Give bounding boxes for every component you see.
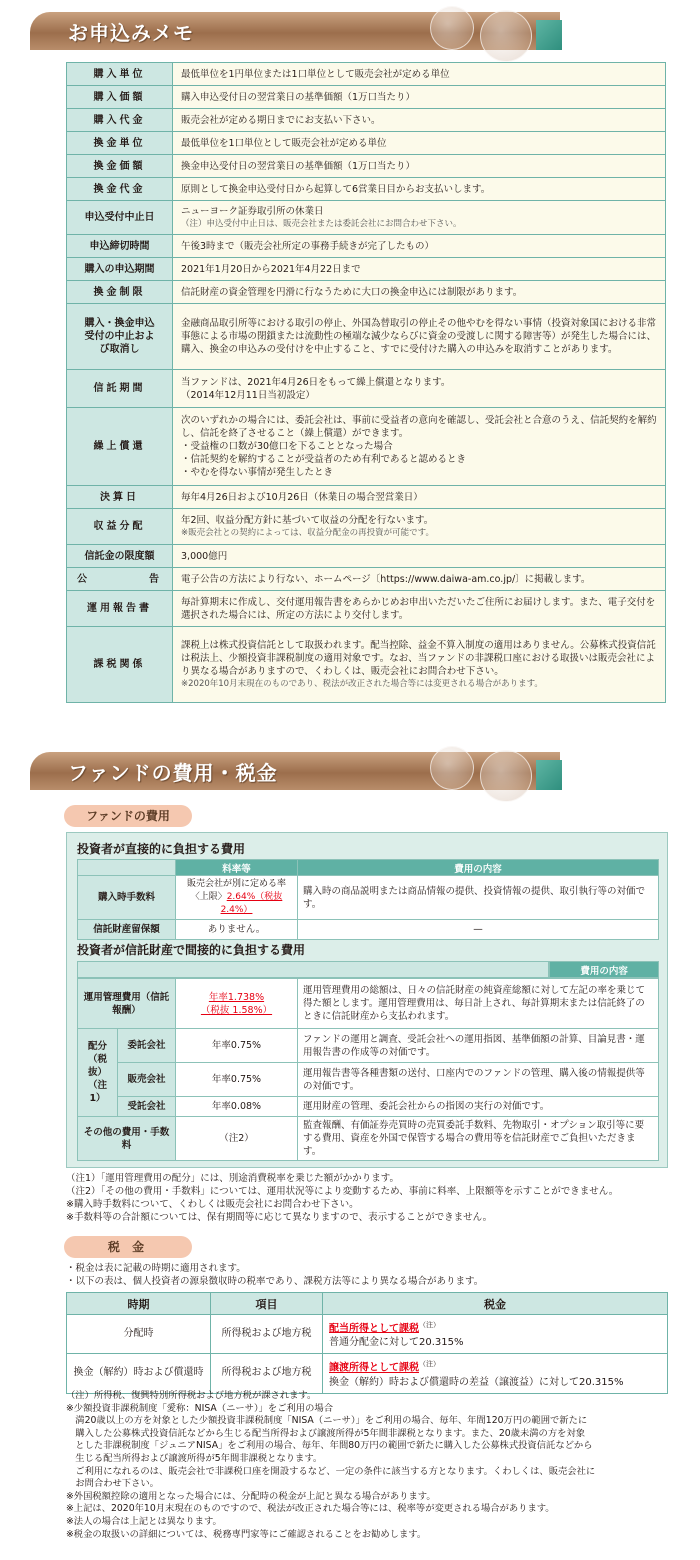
fund-fees-pill: ファンドの費用 (64, 805, 192, 827)
value-line: ・信託契約を解約することが受益者のため有利であると認めるとき (181, 454, 467, 465)
header-content: 費用の内容 (550, 962, 659, 978)
table-row (78, 1063, 659, 1097)
split-rate: 年率0.75% (176, 1063, 298, 1097)
indirect-fees-table (77, 961, 659, 978)
table-header-row (78, 962, 659, 978)
intro-line: ・税金は表に記載の時期に適用されます。 (66, 1263, 246, 1274)
row-label: 換金代金 (67, 178, 173, 201)
indirect-fees-body (77, 978, 659, 1161)
table-row (67, 591, 666, 627)
row-value (173, 370, 666, 408)
split-name: 委託会社 (118, 1029, 176, 1063)
split-content: 運用財産の管理、委託会社からの指図の実行の対価です。 (298, 1097, 659, 1117)
teal-accent-block (536, 20, 562, 50)
rate-line: 年率1.738% (208, 991, 265, 1003)
row-label: 申込締切時間 (67, 235, 173, 258)
row-label: 信託財産留保額 (78, 920, 176, 940)
direct-fees-table (77, 859, 659, 940)
indirect-fees-heading: 投資者が信託財産で間接的に負担する費用 (77, 943, 306, 957)
table-row (67, 235, 666, 258)
note-line: （注）所得税、復興特別所得税および地方税が課されます。 (66, 1390, 317, 1401)
rate-line (181, 891, 292, 917)
row-label: その他の費用・手数料 (78, 1117, 176, 1161)
table-header-row (78, 860, 659, 876)
tax-line (329, 1357, 661, 1375)
header-period: 時期 (67, 1293, 211, 1315)
note-line: ※手数料等の合計額については、保有期間等に応じて異なりますので、表示することができません。 (66, 1212, 493, 1223)
rate-line: 販売会社が別に定める率 (186, 879, 286, 889)
table-row (67, 509, 666, 545)
table-row (67, 568, 666, 591)
split-rate: 年率0.75% (176, 1029, 298, 1063)
note-line: ご利用になれるのは、販売会社で非課税口座を開設するなど、一定の条件に該当する方となります。くわしくは、販売会社に (66, 1465, 596, 1477)
header-item: 項目 (211, 1293, 323, 1315)
rate-value: 2.64%（税抜2.4%） (220, 892, 283, 915)
direct-fees-heading: 投資者が直接的に負担する費用 (77, 842, 246, 856)
note-line: 購入した公募株式投資信託などから生じる配当所得および譲渡所得が5年間非課税となります。また、20歳未満の方を対象 (66, 1427, 586, 1439)
section-banner-fees-tax (30, 752, 560, 790)
table-row (67, 86, 666, 109)
row-value: 販売会社が定める期日までにお支払い下さい。 (173, 109, 666, 132)
fee-notes (66, 1172, 618, 1224)
header-content: 費用の内容 (298, 860, 659, 876)
note-line: とした非課税制度「ジュニアNISA」をご利用の場合、毎年、年間80万円の範囲で新たに購入した公募株式投資信託などから (66, 1440, 593, 1452)
split-label-line: 配分 (87, 1041, 107, 1052)
table-row (78, 1029, 659, 1063)
split-label-line: （注1） (87, 1080, 107, 1104)
note-line: ※購入時手数料について、くわしくは販売会社にお問合わせ下さい。 (66, 1199, 359, 1210)
row-rate (176, 876, 298, 920)
tax-notes (66, 1390, 595, 1541)
note-line: 生じる配当所得および譲渡所得が5年間非課税となります。 (66, 1452, 323, 1464)
table-row (67, 408, 666, 486)
row-value: 原則として換金申込受付日から起算して6営業日目からお支払いします。 (173, 178, 666, 201)
row-label: 信託期間 (67, 370, 173, 408)
table-row (67, 370, 666, 408)
table-row (67, 63, 666, 86)
row-label: 収益分配 (67, 509, 173, 545)
row-label: 運用管理費用（信託報酬） (78, 979, 176, 1029)
row-tax (323, 1354, 668, 1393)
row-label: 購入時手数料 (78, 876, 176, 920)
application-memo-table (66, 62, 666, 703)
row-label: 公告 (67, 568, 173, 591)
row-rate (176, 979, 298, 1029)
table-row (78, 1097, 659, 1117)
row-period: 換金（解約）時および償還時 (67, 1354, 211, 1393)
tax-type: 譲渡所得として課税 (329, 1362, 419, 1374)
rate-line: （税抜 1.58%） (200, 1004, 273, 1016)
teal-accent-block (536, 760, 562, 790)
table-row (67, 178, 666, 201)
value-line: 次のいずれかの場合には、委託会社は、事前に受益者の意向を確認し、受託会社と合意のうえ、信託契約を解約し、信託を終了させること（繰上償還）ができます。 (181, 415, 657, 439)
row-value: 最低単位を1口単位として販売会社が定める単位 (173, 132, 666, 155)
tax-type: 配当所得として課税 (329, 1323, 419, 1335)
row-value: 3,000億円 (173, 545, 666, 568)
globe-icon (480, 10, 532, 62)
row-label: 購入・換金申込受付の中止および取消し (67, 304, 173, 370)
globe-icon (480, 750, 532, 802)
fund-fees-box (66, 832, 668, 1168)
table-row (67, 155, 666, 178)
rate-prefix: 〈上限〉 (190, 892, 227, 902)
tax-line (329, 1318, 661, 1336)
note-line: ※外国税額控除の適用となった場合には、分配時の税金が上記と異なる場合があります。 (66, 1490, 436, 1502)
row-value: 最低単位を1円単位または1口単位として販売会社が定める単位 (173, 63, 666, 86)
row-tax (323, 1315, 668, 1354)
row-content: 購入時の商品説明または商品情報の提供、投資情報の提供、取引執行等の対価です。 (298, 876, 659, 920)
row-value: 信託財産の資金管理を円滑に行なうために大口の換金申込には制限があります。 (173, 281, 666, 304)
note-line: （注1）「運用管理費用の配分」には、別途消費税率を乗じた額がかかります。 (66, 1173, 400, 1184)
split-label-line: （税抜） (87, 1054, 107, 1078)
row-rate: ありません。 (176, 920, 298, 940)
table-row (78, 1117, 659, 1161)
tax-detail: 普通分配金に対して20.315% (329, 1337, 464, 1349)
row-value: 金融商品取引所等における取引の停止、外国為替取引の停止その他やむを得ない事情（投資対象国における非常事態による市場の閉鎖または流動性の極端な減少ならびに資金の受渡しに関する障害等）が発生した場合には、購入、換金の申込みの受付けを中止すること、すでに受付けた購入の申込みを取消すことがあります。 (173, 304, 666, 370)
table-row (67, 258, 666, 281)
note-line: ※法人の場合は上記とは異なります。 (66, 1515, 222, 1527)
tax-sup: （注） (419, 1360, 440, 1369)
row-label: 信託金の限度額 (67, 545, 173, 568)
value-line: （2014年12月11日当初設定） (181, 389, 315, 401)
value-line: ・受益権の口数が30億口を下ることとなった場合 (181, 441, 393, 452)
value-line: 課税上は株式投資信託として取扱われます。配当控除、益金不算入制度の適用はありません。公募株式投資信託は税法上、少額投資非課税制度の適用対象です。なお、当ファンドの非課税口座における取扱いは販売会社により異なる場合がありますので、くわしくは、販売会社にお問合わせ下さい。 (181, 639, 656, 677)
row-label: 換金単位 (67, 132, 173, 155)
row-label: 換金制限 (67, 281, 173, 304)
split-label (78, 1029, 118, 1117)
tax-intro (66, 1262, 483, 1288)
row-period: 分配時 (67, 1315, 211, 1354)
row-value (173, 627, 666, 703)
row-value: 午後3時まで（販売会社所定の事務手続きが完了したもの） (173, 235, 666, 258)
header-rate: 料率等 (176, 860, 298, 876)
tax-detail: 換金（解約）時および償還時の差益（譲渡益）に対して20.315% (329, 1376, 624, 1388)
row-label: 申込受付中止日 (67, 201, 173, 235)
split-rate: 年率0.08% (176, 1097, 298, 1117)
row-label: 決算日 (67, 486, 173, 509)
intro-line: ・以下の表は、個人投資者の源泉徴収時の税率であり、課税方法等により異なる場合があります。 (66, 1276, 484, 1287)
table-row (67, 281, 666, 304)
row-value: 毎年4月26日および10月26日（休業日の場合翌営業日） (173, 486, 666, 509)
globe-icon (430, 6, 474, 50)
row-rate: （注2） (176, 1117, 298, 1161)
value-line: ニューヨーク証券取引所の休業日 (181, 205, 324, 217)
row-content: 運用管理費用の総額は、日々の信託財産の純資産総額に対して左記の率を乗じて得た額とします。運用管理費用は、毎日計上され、毎計算期末または信託終了のときに信託財産から支払われます。 (298, 979, 659, 1029)
table-row (67, 109, 666, 132)
value-note: ※販売会社との契約によっては、収益分配金の再投資が可能です。 (181, 527, 434, 538)
table-header-row (67, 1293, 668, 1315)
header-tax: 税金 (323, 1293, 668, 1315)
table-row (78, 979, 659, 1029)
globe-icon (430, 746, 474, 790)
row-item: 所得税および地方税 (211, 1315, 323, 1354)
table-row (78, 876, 659, 920)
value-line: 年2回、収益分配方針に基づいて収益の分配を行ないます。 (181, 514, 434, 526)
row-value: 毎計算期末に作成し、交付運用報告書をあらかじめお申出いただいたご住所にお届けします。また、電子交付を選択された場合には、所定の方法により交付します。 (173, 591, 666, 627)
note-line: ※少額投資非課税制度「愛称：NISA（ニーサ）」をご利用の場合 (66, 1402, 333, 1414)
row-content: 監査報酬、有価証券売買時の売買委託手数料、先物取引・オプション取引等に要する費用、資産を外国で保管する場合の費用等を信託財産でご負担いただきます。 (298, 1117, 659, 1161)
row-label: 課税関係 (67, 627, 173, 703)
table-row (78, 920, 659, 940)
tax-sup: （注） (419, 1321, 440, 1329)
row-label: 購入の申込期間 (67, 258, 173, 281)
row-value: 換金申込受付日の翌営業日の基準価額（1万口当たり） (173, 155, 666, 178)
row-label: 購入単位 (67, 63, 173, 86)
row-label: 購入代金 (67, 109, 173, 132)
table-row (67, 545, 666, 568)
value-note: ※2020年10月末現在のものであり、税法が改正された場合等には変更される場合があります。 (181, 678, 543, 689)
row-value (173, 408, 666, 486)
table-row (67, 486, 666, 509)
tax-table (66, 1292, 668, 1394)
value-line: ・やむを得ない事情が発生したとき (181, 467, 334, 478)
table-row (67, 304, 666, 370)
section-banner-application-memo (30, 12, 560, 50)
row-value: 2021年1月20日から2021年4月22日まで (173, 258, 666, 281)
row-value: 購入申込受付日の翌営業日の基準価額（1万口当たり） (173, 86, 666, 109)
section-title: お申込みメモ (68, 21, 194, 45)
row-value: 電子公告の方法により行ない、ホームページ〔https://www.daiwa-am.co.jp/〕に掲載します。 (173, 568, 666, 591)
table-row (67, 201, 666, 235)
note-line: ※上記は、2020年10月末現在のものですので、税法が改正された場合等には、税率等が変更される場合があります。 (66, 1503, 555, 1515)
header-blank (78, 962, 549, 978)
split-content: 運用報告書等各種書類の送付、口座内でのファンドの管理、購入後の情報提供等の対価です。 (298, 1063, 659, 1097)
row-label: 運用報告書 (67, 591, 173, 627)
row-label: 購入価額 (67, 86, 173, 109)
split-content: ファンドの運用と調査、受託会社への運用指図、基準価額の計算、目論見書・運用報告書の作成等の対価です。 (298, 1029, 659, 1063)
note-line: 満20歳以上の方を対象とした少額投資非課税制度「NISA（ニーサ）」をご利用の場合、毎年、年間120万円の範囲で新たに (66, 1415, 588, 1427)
note-line: ※税金の取扱いの詳細については、税務専門家等にご確認されることをお勧めします。 (66, 1528, 427, 1540)
row-label: 換金価額 (67, 155, 173, 178)
table-row (67, 132, 666, 155)
row-value (173, 201, 666, 235)
table-row (67, 1354, 668, 1393)
section-title: ファンドの費用・税金 (68, 761, 278, 785)
table-row (67, 1315, 668, 1354)
table-row (67, 627, 666, 703)
note-line: お問合わせ下さい。 (66, 1478, 159, 1490)
split-name: 受託会社 (118, 1097, 176, 1117)
row-value (173, 509, 666, 545)
header-blank (78, 860, 176, 876)
row-label: 繰上償還 (67, 408, 173, 486)
row-item: 所得税および地方税 (211, 1354, 323, 1393)
tax-pill: 税 金 (64, 1236, 192, 1258)
split-name: 販売会社 (118, 1063, 176, 1097)
value-note: （注）申込受付中止日は、販売会社または委託会社にお問合わせ下さい。 (181, 218, 462, 229)
row-content: — (298, 920, 659, 940)
note-line: （注2）「その他の費用・手数料」については、運用状況等により変動するため、事前に料率、上限額等を示すことができません。 (66, 1186, 619, 1197)
value-line: 当ファンドは、2021年4月26日をもって繰上償還となります。 (181, 376, 451, 388)
